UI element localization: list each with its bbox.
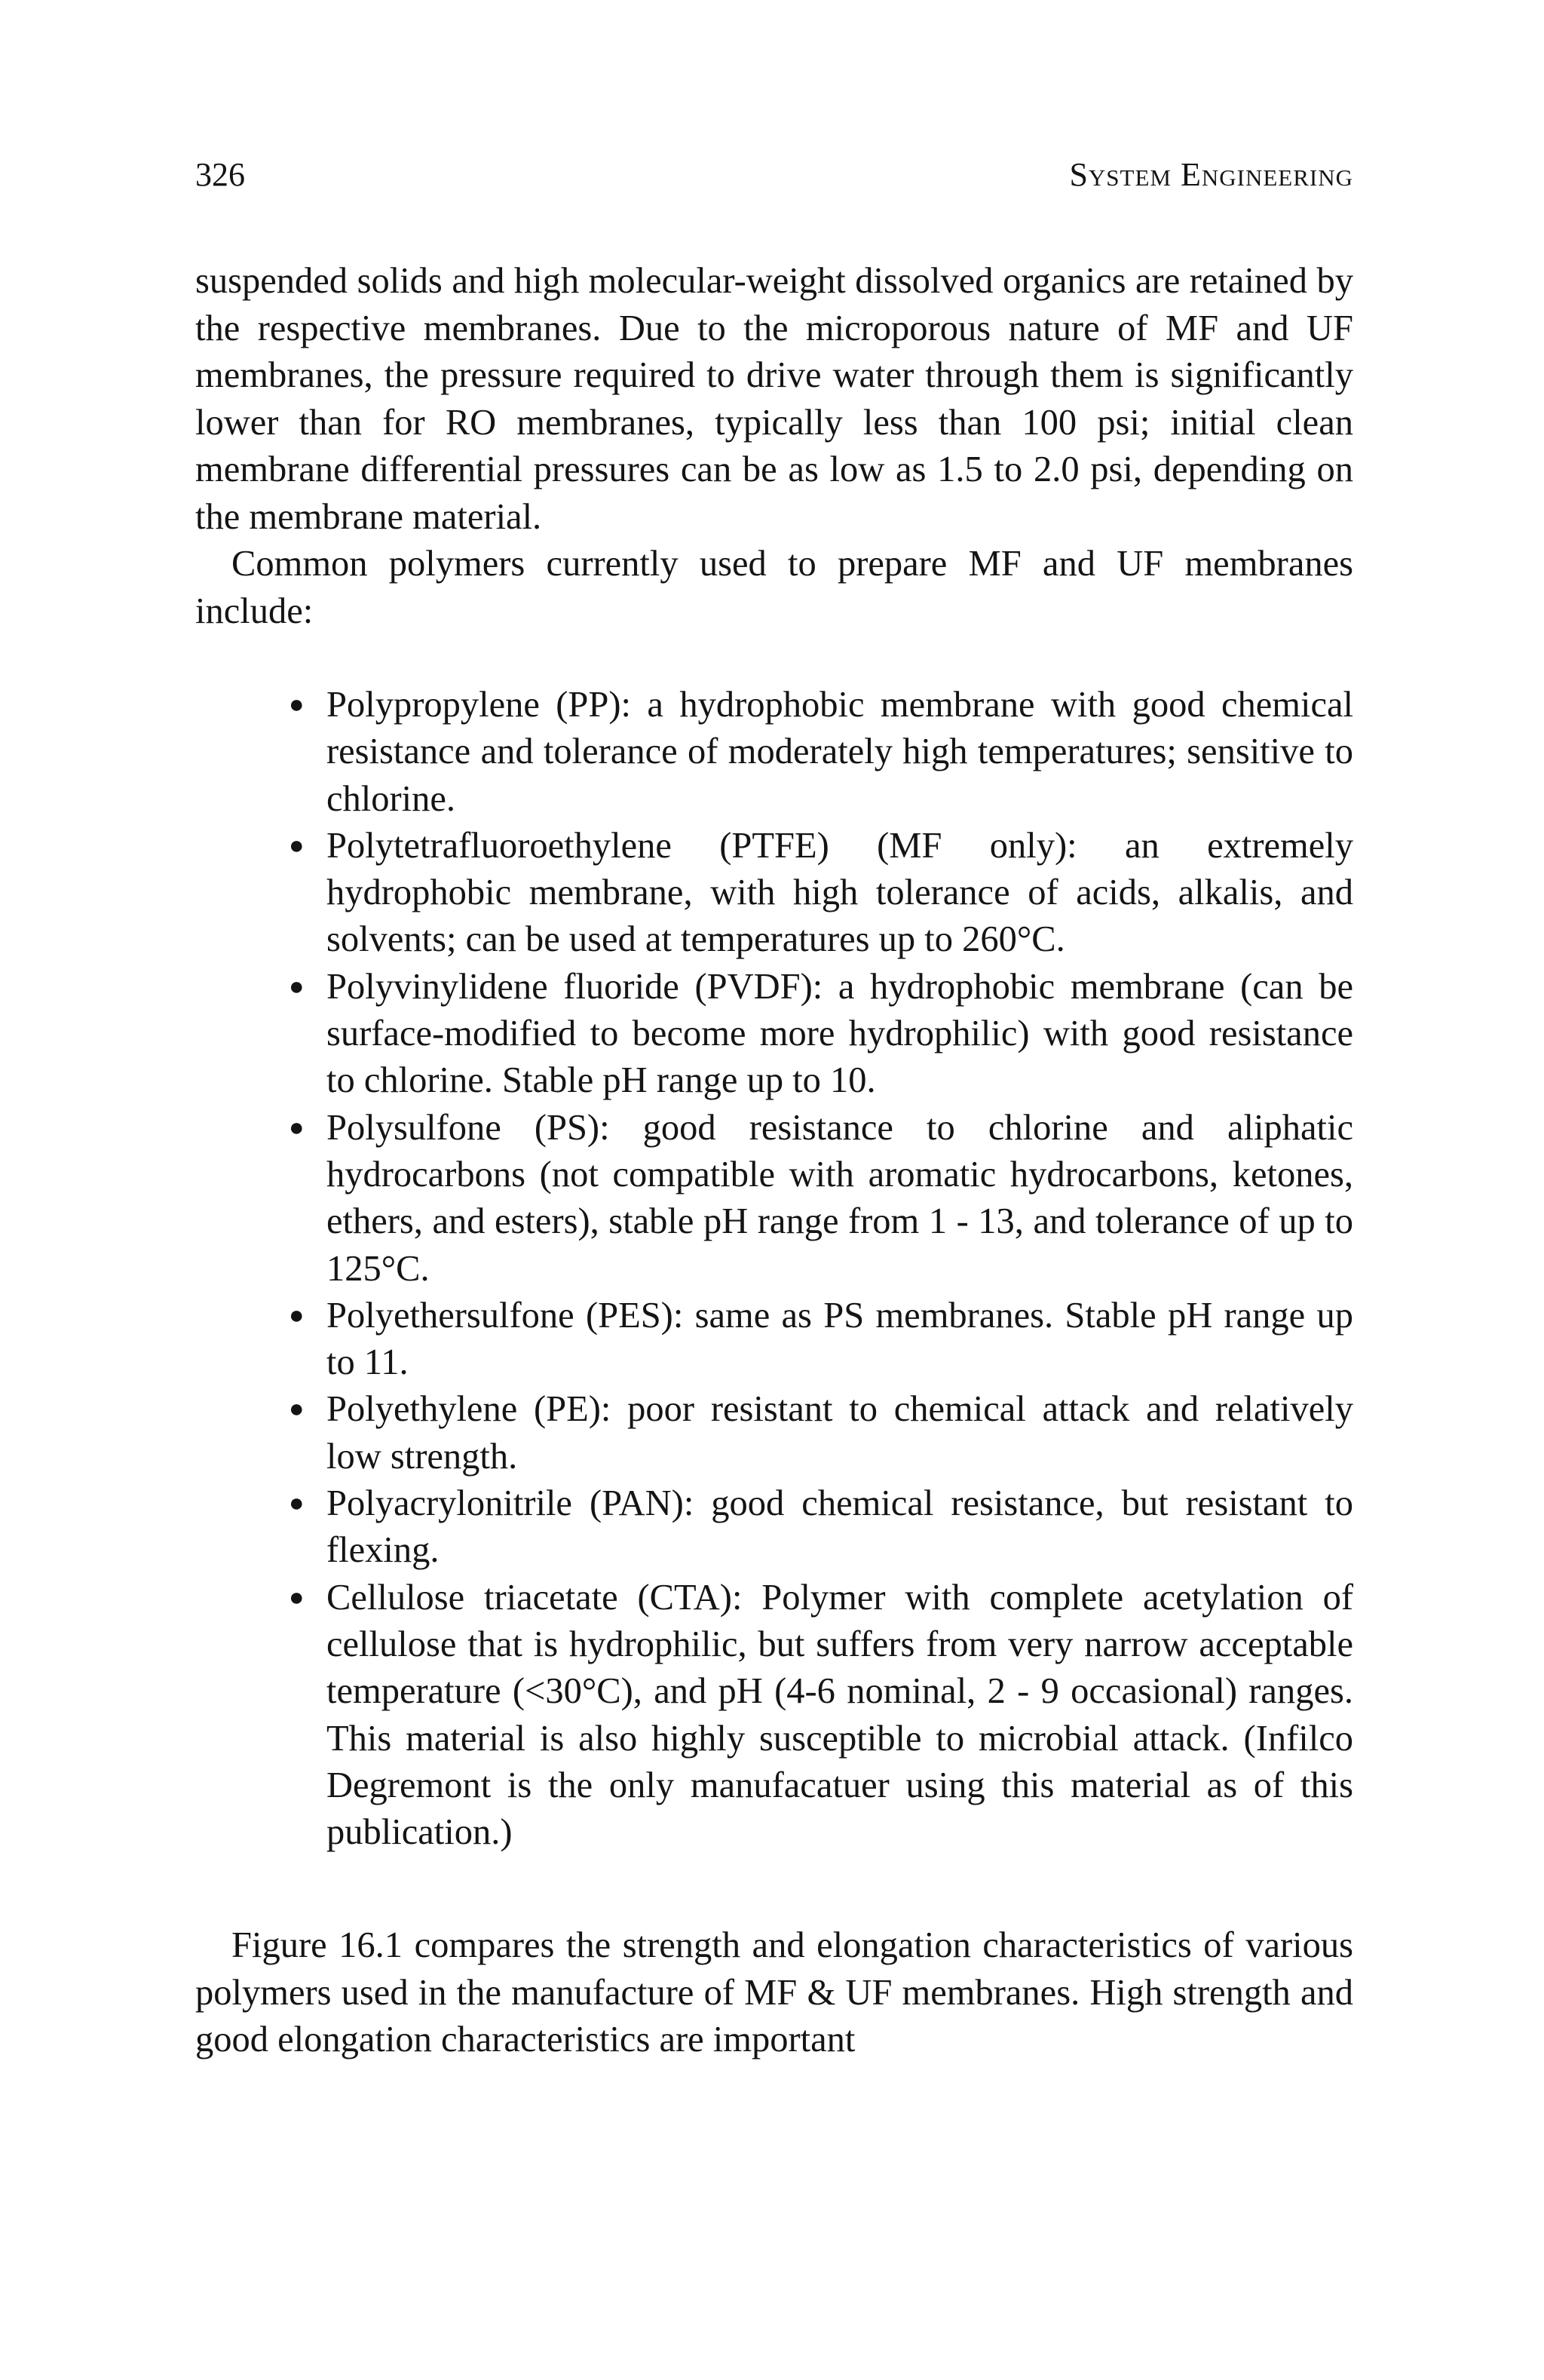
list-item-text: Polytetrafluoroethylene (PTFE) (MF only): an extremely hydrophobic membrane, with high tolerance of acids, alkalis, and solvents; can be used at temperatures up to 260°C. xyxy=(326,825,1353,960)
list-item-text: Polypropylene (PP): a hydrophobic membrane with good chemical resistance and tolerance of moderately high temperatures; sensitive to chlorine. xyxy=(326,685,1353,819)
bullet-icon: ● xyxy=(289,1113,305,1142)
page-number: 326 xyxy=(195,156,245,193)
list-item-text: Polyethersulfone (PES): same as PS membranes. Stable pH range up to 11. xyxy=(326,1295,1353,1383)
paragraph-polymers-intro: Common polymers currently used to prepare MF and UF membranes include: xyxy=(195,544,1353,631)
list-item-pe xyxy=(289,1386,1353,1480)
list-item-pp xyxy=(289,682,1353,823)
list-item-cta xyxy=(289,1575,1353,1857)
bullet-icon: ● xyxy=(289,1489,305,1518)
list-item-text: Polyacrylonitrile (PAN): good chemical resistance, but resistant to flexing. xyxy=(326,1483,1353,1571)
paragraph-continuation: suspended solids and high molecular-weight dissolved organics are retained by the respective membranes. Due to the microporous nature of MF and UF membranes, the pressure required to drive water through them is significantly lower than for RO membranes, typically less than 100 psi; initial clean membrane differential pressures can be as low as 1.5 to 2.0 psi, depending on the membrane material. xyxy=(195,261,1353,537)
bullet-icon: ● xyxy=(289,691,305,719)
list-item-ps xyxy=(289,1105,1353,1293)
bullet-icon: ● xyxy=(289,831,305,860)
bullet-icon: ● xyxy=(289,1395,305,1424)
list-item-ptfe xyxy=(289,823,1353,964)
polymer-list xyxy=(195,682,1353,1856)
list-item-text: Polysulfone (PS): good resistance to chlorine and aliphatic hydrocarbons (not compatible with aromatic hydrocarbons, ketones, ethers, and esters), stable pH range from 1 - 13, and tolerance of up to 125°C. xyxy=(326,1107,1353,1289)
list-item-text: Polyvinylidene fluoride (PVDF): a hydrophobic membrane (can be surface-modified to become more hydrophilic) with good resistance to chlorine. Stable pH range up to 10. xyxy=(326,966,1353,1101)
list-item-text: Polyethylene (PE): poor resistant to chemical attack and relatively low strength. xyxy=(326,1389,1353,1477)
running-head xyxy=(195,155,1353,195)
list-item-pvdf xyxy=(289,964,1353,1105)
list-item-pes xyxy=(289,1293,1353,1387)
bullet-icon: ● xyxy=(289,1301,305,1330)
list-item-text: Cellulose triacetate (CTA): Polymer with complete acetylation of cellulose that is hydrophilic, but suffers from very narrow acceptable temperature (<30°C), and pH (4-6 nominal, 2 - 9 occasional) ranges. This material is also highly susceptible to microbial attack. (Infilco Degremont is the only manufacatuer using this material as of this publication.) xyxy=(326,1577,1353,1853)
book-page xyxy=(195,155,1353,2064)
section-title: System Engineering xyxy=(1069,156,1353,193)
bullet-icon: ● xyxy=(289,1583,305,1612)
list-item-pan xyxy=(289,1480,1353,1575)
bullet-icon: ● xyxy=(289,972,305,1001)
paragraph-figure-reference: Figure 16.1 compares the strength and elongation characteristics of various polymers used in the manufacture of MF & UF membranes. High strength and good elongation characteristics are important xyxy=(195,1925,1353,2060)
